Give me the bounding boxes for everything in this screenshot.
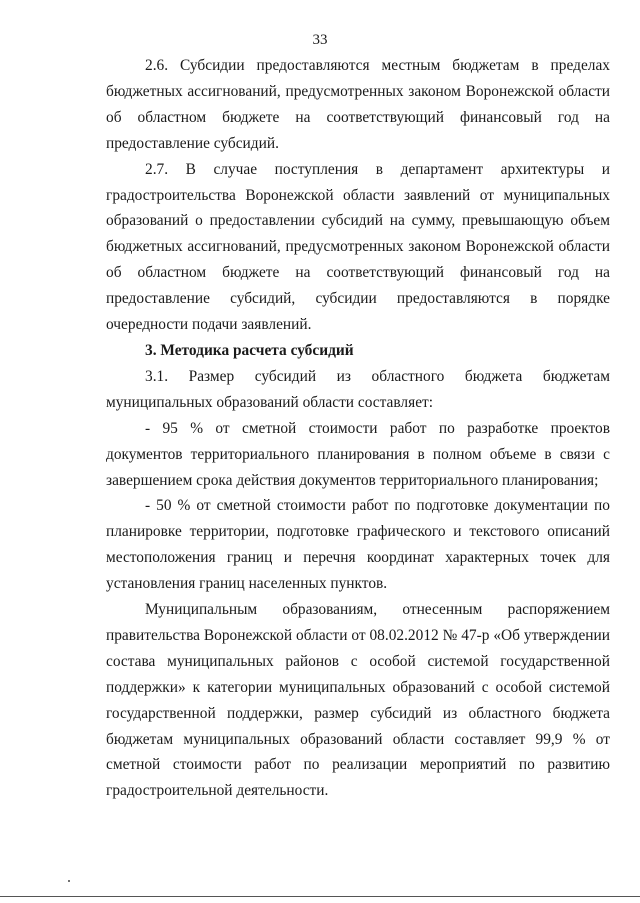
page-number: 33 [312, 32, 328, 48]
scan-edge-line [0, 896, 640, 897]
paragraph-2-6: 2.6. Субсидии предоставляются местным бюджетам в пределах бюджетных ассигнований, предусмотренных законом Воронежской области об областном бюджете на соответствующий финансовый год на предоставление субсидий. [106, 57, 610, 152]
section-3-heading: 3. Методика расчета субсидий [145, 341, 354, 359]
list-item-50-percent: - 50 % от сметной стоимости работ по подготовке документации по планировке территории, подготовке графического и текстового описаний местоположения границ и перечня координат характерных точек для установления границ населенных пунктов. [106, 497, 610, 593]
paragraph-3-1: 3.1. Размер субсидий из областного бюджета бюджетам муниципальных образований области составляет: [106, 367, 610, 411]
paragraph-special-support: Муниципальным образованиям, отнесенным распоряжением правительства Воронежской области от 08.02.2012 № 47-р «Об утверждении состава муниципальных районов с особой системой государственной поддержки» к категории муниципальных образований с особой системой государственной поддержки, размер субсидий из областного бюджета бюджетам муниципальных образований области составляет 99,9 % от сметной стоимости работ по реализации мероприятий по развитию градостроительной деятельности. [106, 601, 610, 800]
paragraph-2-7: 2.7. В случае поступления в департамент архитектуры и градостроительства Воронежской области заявлений от муниципальных образований о предоставлении субсидий на сумму, превышающую объем бюджетных ассигнований, предусмотренных законом Воронежской области об областном бюджете на соответствующий финансовый год на предоставление субсидий, субсидии предоставляются в порядке очередности подачи заявлений. [106, 160, 610, 334]
list-item-95-percent: - 95 % от сметной стоимости работ по разработке проектов документов территориального планирования в полном объеме в связи с завершением срока действия документов территориального планирования; [106, 419, 610, 489]
scan-speck [68, 880, 70, 882]
document-body [106, 53, 610, 804]
